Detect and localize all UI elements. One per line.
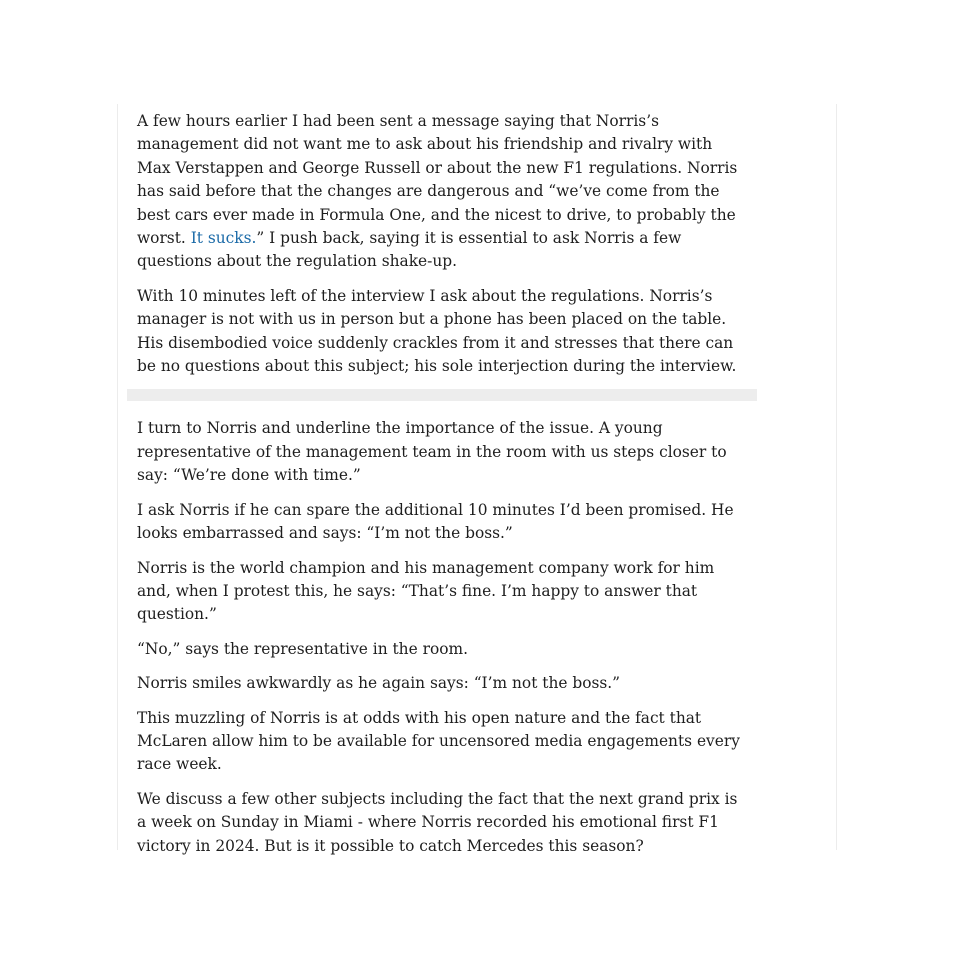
paragraph-9: We discuss a few other subjects including the fact that the next grand prix is a week on Sunday in Miami - where Norris recorded his emotional first F1 victory in 2024. But is it possible to catch Mercedes this season? [137,789,738,855]
paragraph-1-text-before-link: A few hours earlier I had been sent a message saying that Norris’s management did not want me to ask about his friendship and rivalry with Max Verstappen and George Russell or about the new F1 regulations. Norris has said before that the changes are dangerous and “we’ve come from the best cars ever made in Formula One, and the nicest to drive, to probably the worst. [137,112,738,248]
paragraph-2: With 10 minutes left of the interview I ask about the regulations. Norris’s manager is not with us in person but a phone has been placed on the table. His disembodied voice suddenly crackles from it and stresses that there can be no questions about this subject; his sole interjection during the interview. [137,286,737,376]
paragraph-5: Norris is the world champion and his management company work for him and, when I protest this, he says: “That’s fine. I’m happy to answer that question.” [137,558,715,624]
article-body [137,110,747,869]
paragraph-3: I turn to Norris and underline the importance of the issue. A young representative of the management team in the room with us steps closer to say: “We’re done with time.” [137,419,727,485]
paragraph-8: This muzzling of Norris is at odds with his open nature and the fact that McLaren allow him to be available for uncensored media engagements every race week. [137,708,740,774]
content-right-border [836,104,837,850]
paragraph-1-text-after-link: ” I push back, saying it is essential to ask Norris a few questions about the regulation shake-up. [137,229,682,271]
paragraph-4: I ask Norris if he can spare the additional 10 minutes I’d been promised. He looks embarrassed and says: “I’m not the boss.” [137,500,734,543]
section-divider [127,389,757,401]
paragraph-7: Norris smiles awkwardly as he again says: “I’m not the boss.” [137,674,621,693]
it-sucks-link[interactable]: It sucks. [190,229,257,248]
content-left-border [117,104,118,850]
paragraph-6: “No,” says the representative in the room. [137,639,468,658]
paragraph-1 [137,110,747,274]
